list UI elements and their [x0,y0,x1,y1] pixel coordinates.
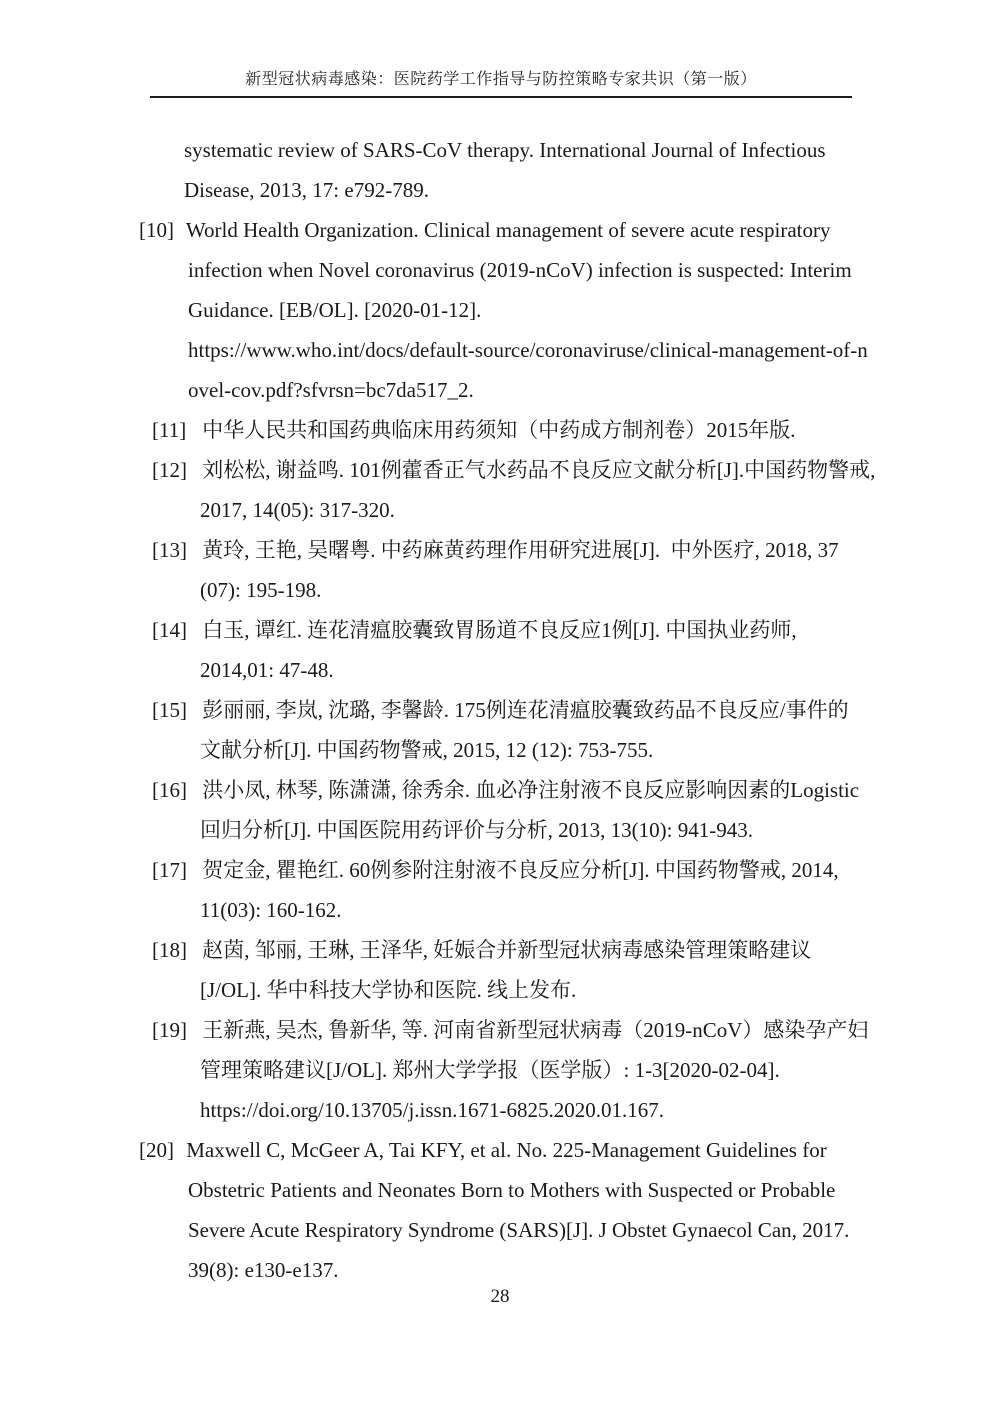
ref-entry [0,530,1000,610]
ref-entry [0,610,1000,690]
ref-label: [12] [152,458,187,482]
ref-line: [19] 王新燕, 吴杰, 鲁新华, 等. 河南省新型冠状病毒（2019-nCoV）感染孕产妇 [152,1010,1000,1050]
ref-line: (07): 195-198. [200,578,322,602]
ref-line: [17] 贺定金, 瞿艳红. 60例参附注射液不良反应分析[J]. 中国药物警戒, 2014, [152,850,1000,890]
ref-line: Guidance. [EB/OL]. [2020-01-12]. [188,298,482,322]
ref-line: Obstetric Patients and Neonates Born to Mothers with Suspected or Probable [188,1178,836,1202]
ref-label: [20] [139,1138,174,1162]
ref-line: 39(8): e130-e137. [188,1258,339,1282]
ref-entry [0,850,1000,930]
ref-entry [0,930,1000,1010]
page-header [150,0,852,98]
ref-line: https://doi.org/10.13705/j.issn.1671-6825.2020.01.167. [200,1098,664,1122]
ref-label: [15] [152,698,187,722]
ref-line: [15] 彭丽丽, 李岚, 沈璐, 李馨龄. 175例连花清瘟胶囊致药品不良反应/事件的 [152,690,1000,730]
ref-entry [0,690,1000,770]
ref-entry [0,210,1000,410]
ref-entry [0,130,1000,210]
ref-label: [16] [152,778,187,802]
ref-label: [10] [139,218,174,242]
ref-entry [0,450,1000,530]
ref-line: 2014,01: 47-48. [200,658,334,682]
ref-line: Severe Acute Respiratory Syndrome (SARS)[J]. J Obstet Gynaecol Can, 2017. [188,1218,850,1242]
ref-line: systematic review of SARS-CoV therapy. International Journal of Infectious [184,138,826,162]
ref-line: 管理策略建议[J/OL]. 郑州大学学报（医学版）: 1-3[2020-02-04]. [200,1058,780,1082]
ref-line: Disease, 2013, 17: e792-789. [184,178,429,202]
page-footer [0,1286,1000,1308]
ref-line: [10] World Health Organization. Clinical management of severe acute respiratory [139,210,1000,250]
header-title: 新型冠状病毒感染：医院药学工作指导与防控策略专家共识（第一版） [150,0,852,98]
ref-line: [18] 赵茵, 邹丽, 王琳, 王泽华, 妊娠合并新型冠状病毒感染管理策略建议 [152,930,1000,970]
ref-line: 文献分析[J]. 中国药物警戒, 2015, 12 (12): 753-755. [200,738,654,762]
ref-line: [20] Maxwell C, McGeer A, Tai KFY, et al. No. 225-Management Guidelines for [139,1130,1000,1170]
ref-label: [19] [152,1018,187,1042]
ref-entry [0,770,1000,850]
ref-line: [13] 黄玲, 王艳, 吴曙粤. 中药麻黄药理作用研究进展[J]. 中外医疗, 2018, 37 [152,530,1000,570]
ref-line: 11(03): 160-162. [200,898,342,922]
ref-line: [14] 白玉, 谭红. 连花清瘟胶囊致胃肠道不良反应1例[J]. 中国执业药师, [152,610,1000,650]
ref-entry [0,410,1000,450]
ref-entry [0,1130,1000,1290]
ref-label: [11] [152,418,187,442]
ref-label: [13] [152,538,187,562]
ref-line: infection when Novel coronavirus (2019-nCoV) infection is suspected: Interim [188,258,852,282]
page-number: 28 [490,1286,510,1307]
ref-entry [0,1010,1000,1130]
ref-line: ovel-cov.pdf?sfvrsn=bc7da517_2. [188,378,474,402]
ref-line: [J/OL]. 华中科技大学协和医院. 线上发布. [200,978,577,1002]
ref-line: 回归分析[J]. 中国医院用药评价与分析, 2013, 13(10): 941-943. [200,818,753,842]
ref-line: [11] 中华人民共和国药典临床用药须知（中药成方制剂卷）2015年版. [152,410,1000,450]
references-list [0,130,1000,1290]
ref-label: [17] [152,858,187,882]
ref-line: [12] 刘松松, 谢益鸣. 101例藿香正气水药品不良反应文献分析[J].中国药物警戒, [152,450,1000,490]
ref-line: 2017, 14(05): 317-320. [200,498,395,522]
ref-label: [14] [152,618,187,642]
ref-line: https://www.who.int/docs/default-source/coronaviruse/clinical-management-of-n [188,338,868,362]
ref-label: [18] [152,938,187,962]
ref-line: [16] 洪小凤, 林琴, 陈潇潇, 徐秀余. 血必净注射液不良反应影响因素的Logistic [152,770,1000,810]
